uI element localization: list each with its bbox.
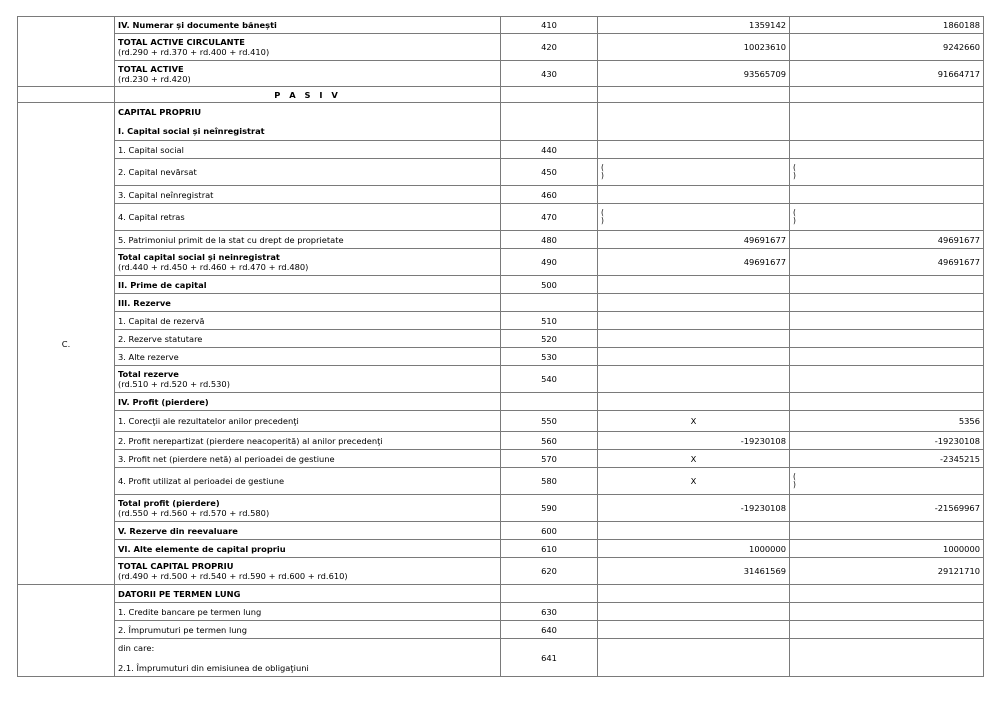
value-cell [598,558,790,585]
value-cell [598,249,790,276]
row-label-text: 3. Capital neînregistrat [118,189,214,200]
value-text: 1000000 [749,543,786,554]
row-label [115,276,501,294]
row-label-text: 3. Alte rezerve [118,351,179,362]
row-label-text: 4. Capital retras [118,212,185,222]
row-label-formula: (rd.440 + rd.450 + rd.460 + rd.470 + rd.480) [118,262,309,272]
value-cell [790,159,984,186]
empty-cell [598,621,790,639]
paren-open: ( [793,472,796,481]
table-row [18,468,984,495]
value-text: 10023610 [743,42,786,52]
value-text: -19230108 [740,435,786,446]
row-code: 420 [501,34,598,61]
table-row [18,348,984,366]
row-code: 600 [501,522,598,540]
row-code: 440 [501,141,598,159]
value-text: 91664717 [937,68,980,79]
row-code: 641 [501,639,598,677]
table-row [18,61,984,87]
value-cell [598,432,790,450]
row-label [115,432,501,450]
row-code: 620 [501,558,598,585]
value-cell [598,231,790,249]
value-cell [790,393,984,411]
row-label [115,34,501,61]
row-label-formula: (rd.510 + rd.520 + rd.530) [118,379,230,389]
table-row [18,231,984,249]
row-641-label: 2.1. Împrumuturi din emisiunea de obligaţiuni [118,662,309,673]
row-label: 1. Credite bancare pe termen lung [115,603,501,621]
pasiv-header: P A S I V [115,87,501,103]
value-cell [790,411,984,432]
row-code: 460 [501,186,598,204]
value-cell [598,348,790,366]
section-cell-b [18,17,115,87]
empty-cell [790,603,984,621]
table-row [18,411,984,432]
table-row [18,186,984,204]
empty-cell [501,585,598,603]
empty-cell [598,585,790,603]
value-cell [790,558,984,585]
value-cell [598,34,790,61]
row-label-text: IV. Profit (pierdere) [118,396,209,407]
row-label [115,495,501,522]
row-label-text: 5. Patrimoniul primit de la stat cu drept de proprietate [118,234,344,245]
value-cell [790,34,984,61]
row-code: 590 [501,495,598,522]
empty-cell [598,603,790,621]
value-cell [598,411,790,432]
row-label [115,393,501,411]
value-text: -21569967 [934,503,980,513]
table-row [18,495,984,522]
table-row [18,621,984,639]
row-label [115,249,501,276]
value-text: -2345215 [940,453,980,464]
value-text: 93565709 [743,68,786,79]
value-text: 5356 [958,416,980,426]
row-code: 540 [501,366,598,393]
row-code: 410 [501,17,598,34]
row-label-text: TOTAL ACTIVE CIRCULANTE [118,37,245,47]
row-label-641 [115,639,501,677]
empty-cell [598,639,790,677]
value-cell [598,468,790,495]
row-label-text: 1. Capital social [118,144,184,155]
value-text: 49691677 [937,234,980,245]
row-label [115,294,501,312]
value-cell [598,276,790,294]
value-cell [790,450,984,468]
table-row [18,639,984,677]
value-cell [598,159,790,186]
table-row [18,603,984,621]
value-text: X [690,453,697,464]
value-cell [790,432,984,450]
value-cell [790,366,984,393]
value-cell [598,522,790,540]
table-row [18,159,984,186]
row-code [501,393,598,411]
section-cell [18,87,115,103]
row-label [115,186,501,204]
row-code: 450 [501,159,598,186]
paren-open: ( [601,208,604,217]
empty-cell [501,103,598,141]
value-cell [598,393,790,411]
value-text: -19230108 [934,435,980,446]
table-row [18,393,984,411]
value-cell [790,312,984,330]
table-row [18,34,984,61]
empty-cell [598,103,790,141]
row-label-text: 2. Rezerve statutare [118,333,203,344]
value-cell [790,141,984,159]
row-label-text: III. Rezerve [118,297,171,308]
value-cell [598,61,790,87]
paren-open: ( [793,208,796,217]
value-text: 31461569 [743,566,786,576]
value-cell [790,231,984,249]
row-label [115,468,501,495]
row-label [115,141,501,159]
table-row [18,87,984,103]
row-code [501,294,598,312]
table-row [18,312,984,330]
row-label-text: TOTAL ACTIVE [118,63,184,74]
row-label [115,411,501,432]
value-cell [790,17,984,34]
value-cell [598,312,790,330]
empty-cell [790,87,984,103]
value-text: 29121710 [937,566,980,576]
row-label [115,450,501,468]
paren-close: ) [793,480,796,489]
paren-close: ) [793,216,796,225]
row-label-text: VI. Alte elemente de capital propriu [118,543,286,554]
table-row [18,103,984,141]
row-label [115,159,501,186]
table-row [18,540,984,558]
capital-propriu-title: CAPITAL PROPRIU [118,107,202,117]
value-cell [790,204,984,231]
value-cell [790,276,984,294]
table-row [18,522,984,540]
row-label [115,348,501,366]
table-row [18,141,984,159]
row-code: 430 [501,61,598,87]
capital-social-subtitle: I. Capital social și neînregistrat [118,126,265,136]
row-code: 640 [501,621,598,639]
value-cell [598,17,790,34]
row-label [115,540,501,558]
row-code: 530 [501,348,598,366]
row-label-text: II. Prime de capital [118,279,207,290]
value-text: 1860188 [943,20,980,30]
value-text: 1000000 [943,543,980,554]
table-row [18,249,984,276]
value-cell [790,186,984,204]
value-cell [598,366,790,393]
row-label [115,558,501,585]
balance-sheet-table [17,16,984,677]
value-cell [598,495,790,522]
empty-cell [598,87,790,103]
row-code: 610 [501,540,598,558]
value-cell [790,348,984,366]
row-label-text: 1. Corecţii ale rezultatelor anilor precedenţi [118,416,299,426]
value-cell [598,204,790,231]
row-label-text: 2. Profit nerepartizat (pierdere neacoperită) al anilor precedenţi [118,435,383,446]
capital-propriu-header [115,103,501,141]
row-label-formula: (rd.550 + rd.560 + rd.570 + rd.580) [118,508,270,518]
value-text: X [690,416,697,426]
table-row [18,330,984,348]
row-label-text: Total capital social și neinregistrat [118,252,280,262]
paren-close: ) [601,216,604,225]
empty-cell [790,585,984,603]
value-cell [790,468,984,495]
section-cell-d [18,585,115,677]
row-label-text: Total rezerve [118,369,179,379]
table-row [18,276,984,294]
empty-cell [790,103,984,141]
row-label-text: 2. Capital nevărsat [118,167,197,177]
paren-close: ) [601,171,604,180]
paren-open: ( [793,163,796,172]
row-label-text: 3. Profit net (pierdere netă) al perioadei de gestiune [118,453,335,464]
row-label-text: 1. Capital de rezervă [118,315,205,326]
value-cell [598,330,790,348]
empty-cell [790,639,984,677]
row-label [115,330,501,348]
table-row [18,585,984,603]
value-cell [790,330,984,348]
datorii-title: DATORII PE TERMEN LUNG [115,585,501,603]
row-label [115,312,501,330]
row-label [115,522,501,540]
value-text: 49691677 [743,257,786,267]
row-label-text: IV. Numerar și documente bănești [118,20,277,30]
paren-close: ) [793,171,796,180]
value-cell [790,522,984,540]
value-text: X [690,476,697,486]
table-row [18,558,984,585]
row-label [115,61,501,87]
row-label [115,204,501,231]
row-code: 510 [501,312,598,330]
row-code: 500 [501,276,598,294]
value-cell [598,294,790,312]
row-label-text: TOTAL CAPITAL PROPRIU [118,561,234,571]
paren-open: ( [601,163,604,172]
row-code: 470 [501,204,598,231]
din-care-text: din care: [118,642,155,653]
row-label: 2. Împrumuturi pe termen lung [115,621,501,639]
value-cell [790,249,984,276]
empty-cell [790,621,984,639]
value-cell [790,540,984,558]
row-code: 630 [501,603,598,621]
table-row [18,450,984,468]
value-cell [790,61,984,87]
row-label [115,17,501,34]
row-label-text: 4. Profit utilizat al perioadei de gestiune [118,476,285,486]
section-cell-c: C. [18,103,115,585]
table-row [18,294,984,312]
row-code: 520 [501,330,598,348]
row-label-formula: (rd.290 + rd.370 + rd.400 + rd.410) [118,47,270,57]
value-text: 49691677 [937,257,980,267]
value-text: -19230108 [740,503,786,513]
row-code: 570 [501,450,598,468]
row-label-formula: (rd.230 + rd.420) [118,73,191,84]
row-label-formula: (rd.490 + rd.500 + rd.540 + rd.590 + rd.600 + rd.610) [118,571,348,581]
row-label [115,231,501,249]
table-row [18,432,984,450]
value-cell [790,294,984,312]
value-cell [598,450,790,468]
value-text: 1359142 [749,20,786,30]
row-code: 550 [501,411,598,432]
row-code: 490 [501,249,598,276]
value-cell [598,186,790,204]
row-code: 580 [501,468,598,495]
value-cell [790,495,984,522]
empty-cell [501,87,598,103]
row-label [115,366,501,393]
row-label-text: V. Rezerve din reevaluare [118,525,238,536]
table-row [18,204,984,231]
row-code: 480 [501,231,598,249]
table-row [18,17,984,34]
row-code: 560 [501,432,598,450]
table-row [18,366,984,393]
value-text: 9242660 [943,42,980,52]
row-label-text: Total profit (pierdere) [118,498,220,508]
value-cell [598,141,790,159]
value-cell [598,540,790,558]
value-text: 49691677 [743,234,786,245]
